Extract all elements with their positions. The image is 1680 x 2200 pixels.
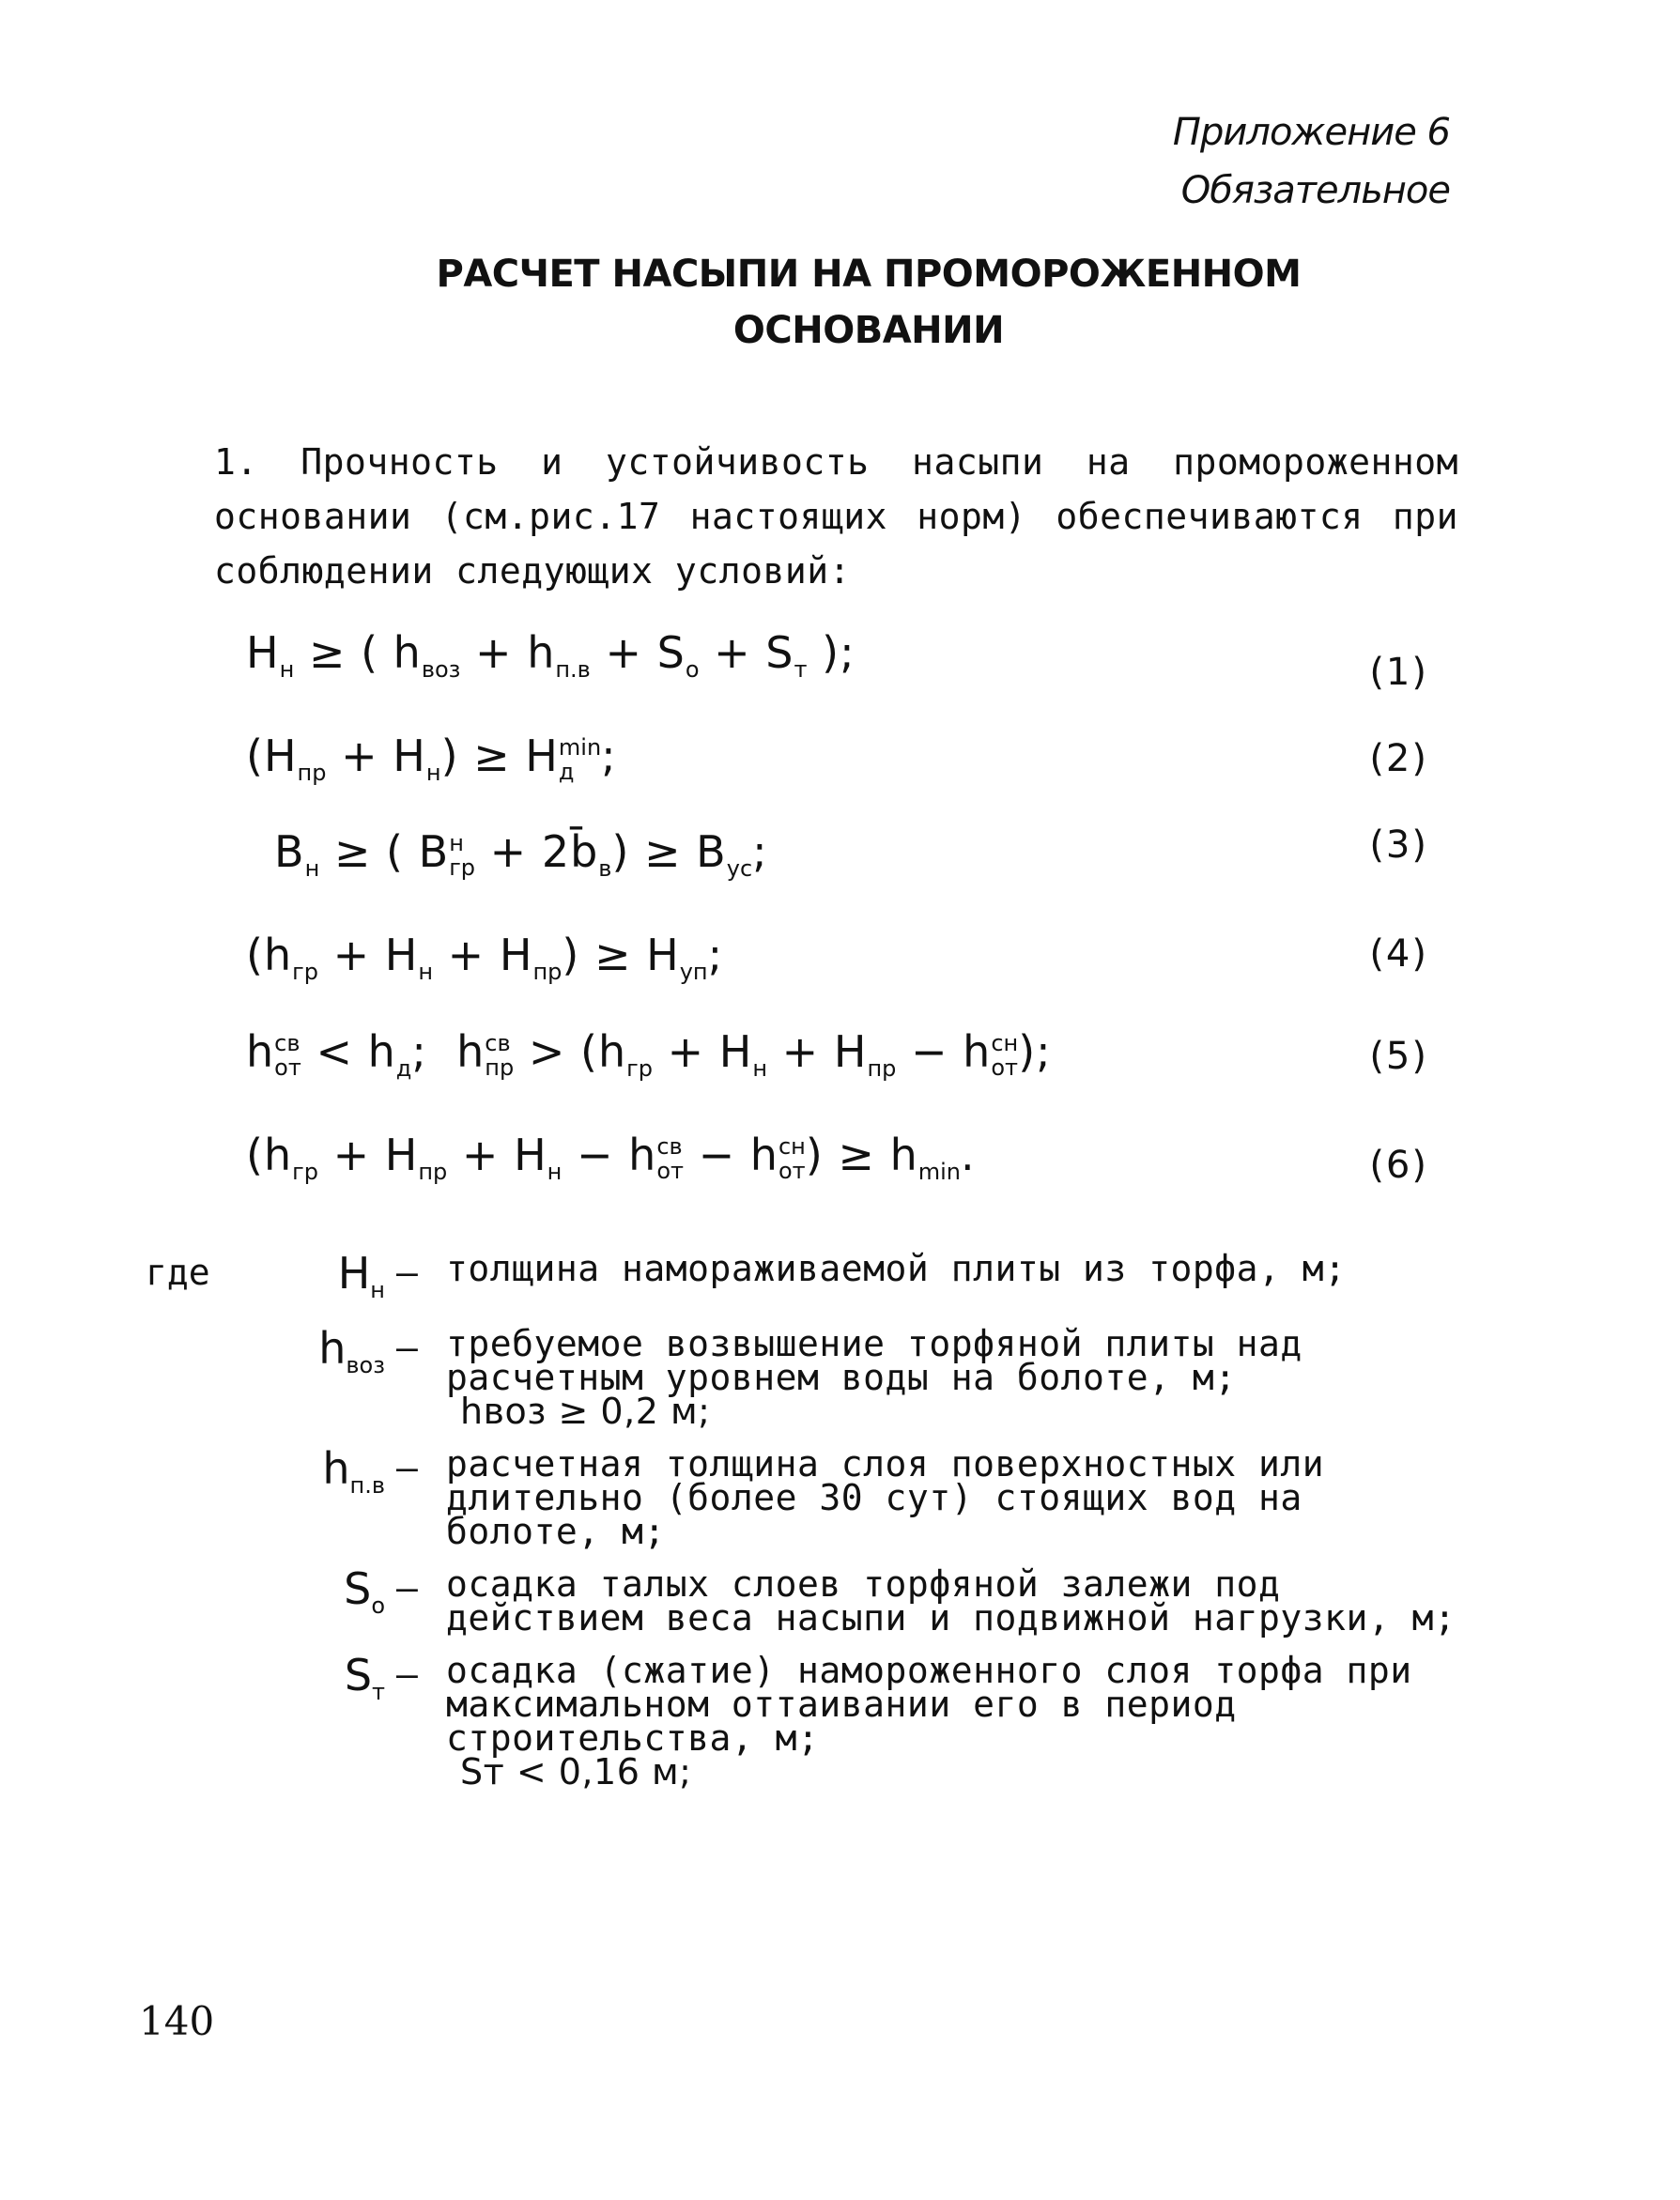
paragraph-text: 1. Прочность и устойчивость насыпи на промороженном основании (см.рис.17 настоящих норм) обеспечиваются при соблюдении следующих условий: — [214, 441, 1458, 592]
formula-4-number: (4) — [1369, 932, 1428, 976]
definition-item: $h_{п.в}$ – расчетная толщина слоя поверхностных или длительно (более 30 сут) стоящих вод на болоте, м; — [282, 1447, 1465, 1548]
definition-item: $S_о$ – осадка талых слоев торфяной залежи под действием веса насыпи и подвижной нагрузки, м; — [282, 1567, 1465, 1635]
formula-4: $(h_{гр} + H_н + H_{пр}) \ge H_{уп}$; — [246, 930, 724, 986]
formula-6-number: (6) — [1369, 1144, 1428, 1187]
where-label: где — [146, 1252, 210, 1293]
intro-paragraph — [148, 435, 1458, 598]
definition-symbol: $S_т$ — [344, 1650, 385, 1706]
formula-1-number: (1) — [1369, 651, 1428, 694]
definition-text: требуемое возвышение торфяной плиты над расчетным уровнем воды на болоте, м; — [446, 1323, 1302, 1398]
formula-1: $H_н$ ≥ ( $h_{воз} + h_{п.в} + S_о + S_т$ ); — [246, 627, 855, 684]
definition-text: осадка (сжатие) намороженного слоя торфа при максимальном оттаивании его в период строительства, м; — [446, 1650, 1412, 1759]
formula-2: $(H_{пр} + H_н) \ge H$ min д ; — [246, 731, 617, 787]
formula-3: $B_н$ ≥ ( B н гр + $2b̄_в) \ge B_{ус}$; — [274, 826, 768, 883]
definition-symbol: $h_{воз}$ — [318, 1323, 385, 1379]
definition-text: толщина намораживаемой плиты из торфа, м; — [446, 1248, 1347, 1289]
definition-note: Sт < 0,16 м; — [460, 1751, 692, 1792]
definition-item: $h_{воз}$ – требуемое возвышение торфяной плиты над расчетным уровнем воды на болоте, м; hвоз ≥ 0,2 м; — [282, 1327, 1465, 1428]
definition-text: осадка талых слоев торфяной залежи под действием веса насыпи и подвижной нагрузки, м; — [446, 1563, 1457, 1638]
definitions-list — [282, 1248, 1465, 1808]
definition-item: $H_н$ – толщина намораживаемой плиты из торфа, м; — [282, 1252, 1465, 1308]
formula-5: h св от < $h_д$; h св пр > ($h_{гр} + H_н + H_{пр} - h$ сн от ); — [246, 1026, 1052, 1083]
formula-3-number: (3) — [1369, 823, 1428, 867]
definition-symbol: $S_о$ — [344, 1563, 385, 1620]
formula-6: ($h_{гр} + H_{пр} + H_н - h$ св от − h сн от ) ≥ $h_{min}$. — [246, 1130, 976, 1186]
page-number: 140 — [139, 1998, 215, 2044]
definition-note: hвоз ≥ 0,2 м; — [460, 1391, 711, 1432]
definition-symbol: $H_н$ — [337, 1248, 385, 1304]
definition-symbol: $h_{п.в}$ — [322, 1443, 385, 1500]
formula-2-number: (2) — [1369, 737, 1428, 780]
appendix-type: Обязательное — [1180, 169, 1450, 212]
title-line-1: РАСЧЕТ НАСЫПИ НА ПРОМОРОЖЕННОМ — [436, 253, 1302, 296]
appendix-header — [1173, 103, 1450, 220]
page-title — [357, 246, 1380, 359]
appendix-label: Приложение 6 — [1172, 111, 1450, 154]
title-line-2: ОСНОВАНИИ — [732, 309, 1005, 352]
definition-text: расчетная толщина слоя поверхностных или длительно (более 30 сут) стоящих вод на болоте, м; — [446, 1443, 1325, 1552]
formula-5-number: (5) — [1369, 1035, 1428, 1078]
definition-item: $S_т$ – осадка (сжатие) намороженного слоя торфа при максимальном оттаивании его в период строительства, м; Sт < 0,16 м; — [282, 1654, 1465, 1789]
